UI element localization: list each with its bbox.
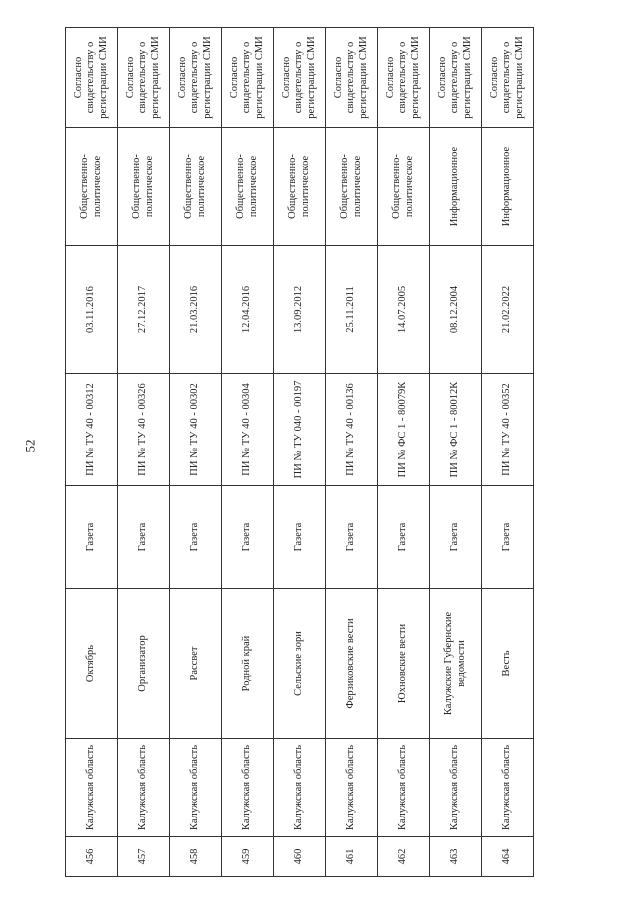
- publication-title: Сельские зори: [274, 589, 326, 739]
- row-number: 461: [326, 837, 378, 877]
- topic-cell: Общественно-политическое: [378, 128, 430, 246]
- topic-cell: Информационное: [482, 128, 534, 246]
- topic-cell: Общественно-политическое: [118, 128, 170, 246]
- note-cell: Согласно свидетельству о регистрации СМИ: [170, 28, 222, 128]
- media-type: Газета: [118, 486, 170, 589]
- note-cell: Согласно свидетельству о регистрации СМИ: [222, 28, 274, 128]
- table-row: [274, 28, 326, 877]
- registration-date: 21.02.2022: [482, 246, 534, 374]
- table-row: [482, 28, 534, 877]
- registration-date: 13.09.2012: [274, 246, 326, 374]
- publication-title: Октябрь: [66, 589, 118, 739]
- publication-title: Калужские Губернские ведомости: [430, 589, 482, 739]
- media-type: Газета: [274, 486, 326, 589]
- note-cell: Согласно свидетельству о регистрации СМИ: [118, 28, 170, 128]
- row-number: 459: [222, 837, 274, 877]
- rotated-table-container: [65, 28, 534, 877]
- table-row: [170, 28, 222, 877]
- media-type: Газета: [66, 486, 118, 589]
- mass-media-registry-table: [65, 27, 534, 877]
- registration-number: ПИ № ФС 1 - 80012К: [430, 374, 482, 486]
- region-cell: Калужская область: [118, 739, 170, 837]
- registration-number: ПИ № ТУ 40 - 00302: [170, 374, 222, 486]
- registration-number: ПИ № ТУ 40 - 00136: [326, 374, 378, 486]
- registration-number: ПИ № ТУ 40 - 00312: [66, 374, 118, 486]
- note-cell: Согласно свидетельству о регистрации СМИ: [274, 28, 326, 128]
- note-cell: Согласно свидетельству о регистрации СМИ: [430, 28, 482, 128]
- media-type: Газета: [378, 486, 430, 589]
- registration-date: 14.07.2005: [378, 246, 430, 374]
- region-cell: Калужская область: [482, 739, 534, 837]
- topic-cell: Информационное: [430, 128, 482, 246]
- topic-cell: Общественно-политическое: [222, 128, 274, 246]
- publication-title: Рассвет: [170, 589, 222, 739]
- registration-date: 27.12.2017: [118, 246, 170, 374]
- region-cell: Калужская область: [222, 739, 274, 837]
- region-cell: Калужская область: [170, 739, 222, 837]
- registration-number: ПИ № ТУ 40 - 00352: [482, 374, 534, 486]
- row-number: 456: [66, 837, 118, 877]
- table-row: [378, 28, 430, 877]
- table-row: [118, 28, 170, 877]
- publication-title: Организатор: [118, 589, 170, 739]
- media-type: Газета: [170, 486, 222, 589]
- registration-date: 12.04.2016: [222, 246, 274, 374]
- region-cell: Калужская область: [274, 739, 326, 837]
- table-row: [222, 28, 274, 877]
- note-cell: Согласно свидетельству о регистрации СМИ: [326, 28, 378, 128]
- row-number: 463: [430, 837, 482, 877]
- region-cell: Калужская область: [326, 739, 378, 837]
- media-type: Газета: [482, 486, 534, 589]
- registration-number: ПИ № ТУ 40 - 00326: [118, 374, 170, 486]
- table-row: [430, 28, 482, 877]
- registration-date: 08.12.2004: [430, 246, 482, 374]
- topic-cell: Общественно-политическое: [274, 128, 326, 246]
- note-cell: Согласно свидетельству о регистрации СМИ: [482, 28, 534, 128]
- row-number: 464: [482, 837, 534, 877]
- registration-number: ПИ № ФС 1 - 80079К: [378, 374, 430, 486]
- page-number: 52: [22, 439, 38, 453]
- topic-cell: Общественно-политическое: [170, 128, 222, 246]
- publication-title: Родной край: [222, 589, 274, 739]
- registration-number: ПИ № ТУ 40 - 00304: [222, 374, 274, 486]
- topic-cell: Общественно-политическое: [326, 128, 378, 246]
- publication-title: Ферзиковские вести: [326, 589, 378, 739]
- row-number: 462: [378, 837, 430, 877]
- note-cell: Согласно свидетельству о регистрации СМИ: [66, 28, 118, 128]
- table-row: [66, 28, 118, 877]
- publication-title: Весть: [482, 589, 534, 739]
- publication-title: Юхновские вести: [378, 589, 430, 739]
- registration-date: 25.11.2011: [326, 246, 378, 374]
- region-cell: Калужская область: [66, 739, 118, 837]
- note-cell: Согласно свидетельству о регистрации СМИ: [378, 28, 430, 128]
- row-number: 460: [274, 837, 326, 877]
- region-cell: Калужская область: [430, 739, 482, 837]
- registration-date: 21.03.2016: [170, 246, 222, 374]
- media-type: Газета: [326, 486, 378, 589]
- registration-number: ПИ № ТУ 040 - 00197: [274, 374, 326, 486]
- media-type: Газета: [222, 486, 274, 589]
- row-number: 458: [170, 837, 222, 877]
- topic-cell: Общественно-политическое: [66, 128, 118, 246]
- media-type: Газета: [430, 486, 482, 589]
- registration-date: 03.11.2016: [66, 246, 118, 374]
- region-cell: Калужская область: [378, 739, 430, 837]
- row-number: 457: [118, 837, 170, 877]
- table-row: [326, 28, 378, 877]
- table-body: [66, 28, 534, 877]
